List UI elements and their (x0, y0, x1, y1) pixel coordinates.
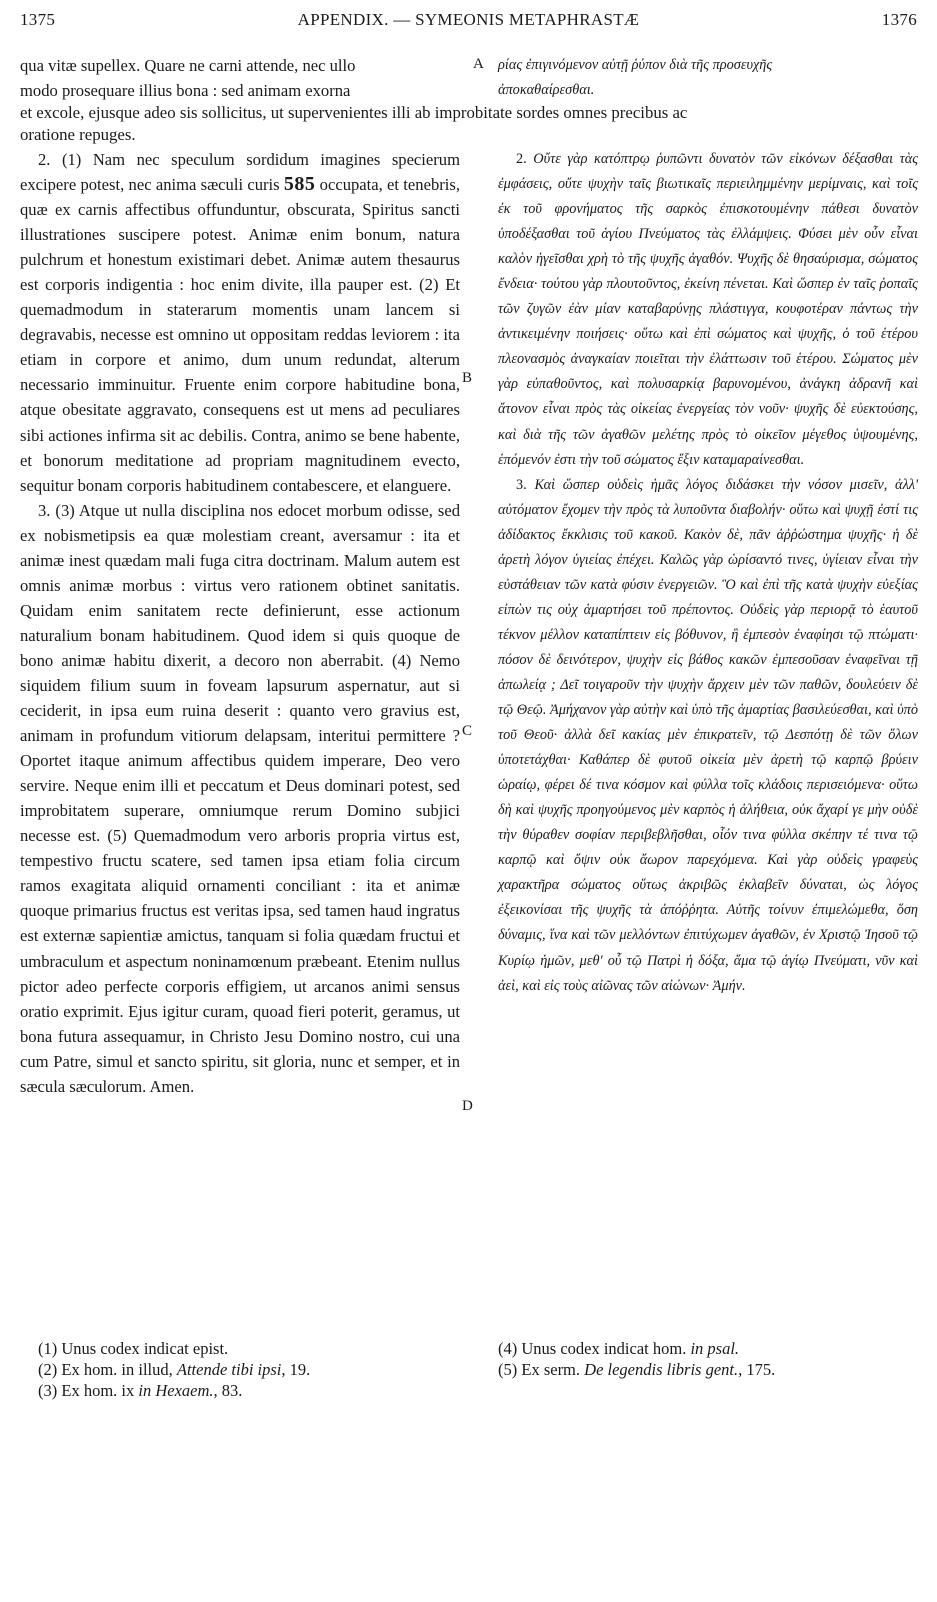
greek-text: Οὔτε γὰρ κατόπτρῳ ῥυπῶντι δυνατὸν τῶν εἰκόνων δέξασθαι τὰς ἐμφάσεις, οὔτε ψυχὴν ταῖς βιωτικαῖς περιειλημμένην μερίμναις, καὶ τοῖς ἐκ τοῦ φρονήματος τῆς σαρκὸς ἐπισκοτουμένην πάθεσι δυνατὸν ὑποδέξασθαι τοῦ ἁγίου Πνεύματος τὰς ἐλλάμψεις. Φύσει μὲν οὖν εἶναι καλὸν ἡγεῖσθαι χρὴ τὸ τῆς ψυχῆς ἀγαθόν. Ψυχῆς δὲ θησαύρισμα, σώματος ἔνδεια· τούτου γὰρ πλουτοῦντος, ἐκείνη πένεται. Καὶ ὥσπερ ἐν ταῖς ῥοπαῖς τῶν ζυγῶν ἐὰν μίαν καταβαρύνῃς πλάστιγγα, κουφοτέραν πάντως τὴν ἀντικειμένην ποιήσεις· οὕτω καὶ ἐπὶ σώματος καὶ ψυχῆς, ὁ τοῦ ἑτέρου πλεονασμὸς ἀναγκαίαν ποιεῖται τὴν ἐλάττωσιν τοῦ ἑτέρου. Σώματος μὲν γὰρ εὐπαθοῦντος, καὶ πολυσαρκίᾳ βαρυνομένου, ἀνάγκη ἀδρανῆ καὶ ἄτονον εἶναι πρὸς τὰς οἰκείας ἐνεργείας τὸν νοῦν· ψυχῆς δὲ εὐεκτούσης, καὶ διὰ τῆς τῶν ἀγαθῶν μελέτης πρὸς τὸ οἰκεῖον μέγεθος ὑψουμένης, ἑπόμενόν ἐστι τὴν τοῦ σώματος ἕξιν καταμαραίνεσθαι. (498, 151, 918, 468)
running-title: APPENDIX. — SYMEONIS METAPHRASTÆ (297, 10, 640, 29)
footnote-title: Attende tibi ipsi (176, 1360, 282, 1379)
footnote-text: (5) Ex serm. (498, 1360, 581, 1379)
footnote-title: De legendis libris gent. (584, 1360, 739, 1379)
footnote-3 (38, 1380, 310, 1401)
paragraph-number: 2. (38, 150, 51, 169)
margin-letter-d: D (462, 1098, 473, 1114)
opening-full-line: et excole, ejusque adeo sis sollicitus, ut supervenientes illi ab improbitate sordes omnes precibus ac (20, 103, 688, 122)
right-page-number: 1376 (881, 10, 917, 29)
footnotes-right (498, 1338, 775, 1380)
paragraph-number: 3. (38, 500, 51, 520)
latin-text: occupata, et tenebris, quæ ex carnis affectibus offunduntur, obscurata, Spiritus sancti illustrationes suscipere potest. Animæ enim bonum, natura pulchrum et honestum existimari debet. Animæ autem thesaurus est corporis indigentia : hoc enim divite, illa pauper est. (2) Et quemadmodum in staterarum momentis unam lancem si degravabis, necesse est omnino ut oppositam reddas leviorem : ita etiam in corpore et animo, dum unum redundat, alterum necessario imminuitur. Fruente enim corpore habitudine bona, atque obesitate aggravato, consequens est ut mens ad peculiares sibi actiones infirma sit ac debilis. Contra, animo se bene habente, et bonorum meditatione ad propriam magnitudinem evecto, sequitur bonam corporis habitudinem contabescere, et elanguere. (20, 175, 460, 495)
opening-greek (498, 53, 918, 103)
margin-letter-c: C (462, 723, 473, 739)
column-number: 585 (283, 173, 316, 196)
footnote-title: in psal. (690, 1339, 740, 1358)
footnote-text: , 19. (281, 1360, 311, 1379)
footnote-1 (38, 1338, 310, 1359)
opening-latin-line: qua vitæ supellex. Quare ne carni attende, nec ullo (20, 56, 356, 75)
latin-paragraph-3 (20, 498, 460, 1099)
latin-paragraph-2 (20, 147, 460, 498)
footnote-text: (2) Ex hom. in illud, (38, 1360, 173, 1379)
footnote-title: in Hexaem. (138, 1381, 214, 1400)
footnote-text: , 175. (738, 1360, 776, 1379)
footnotes-left (38, 1338, 310, 1401)
latin-text: (3) Atque ut nulla disciplina nos edocet morbum odisse, sed ex nobismetipsis ea quæ molestiam creant, aversamur : ita et animæ inest quædam mali fuga citra doctrinam. Malum autem est omnis animæ morbus : virtus vero rationem obtinet sanitatis. Quidam enim sanitatem recte definierunt, esse actionum naturalium bonam habitudinem. Quod idem si quis quoque de bono animæ habitu dixerit, a decoro non aberrabit. (4) Nemo siquidem filium suum in foveam lapsurum aspernatur, aut si ceciderit, in ipsa eum ruina deserit : quanto vero gravius est, animam in profundum vitiorum delapsam, interitui permittere ? Oportet itaque animum affectibus quidem imperare, Deo vero servire. Neque enim illi et peccatum et Deus dominari potest, sed improbitatem superare, omniumque rerum Domino subjici necesse est. (5) Quemadmodum vero arboris propria virtus est, tempestivo fructu scatere, sed tamen ipsa etiam folia circum ramos exagitata aliquid ornamenti conciliant : ita et animæ quoque primarius fructus est veritas ipsa, sed tamen haud ingratus est externæ sapientiæ amictus, tanquam si folia quædam fructui et umbraculum et aspectum noninamœnum præbeant. Etenim nullus pictor adeo perfecte corporis effigiem, ut arcanos animi sensus oratio exprimit. Ejus igitur curam, quoad fieri poterit, geramus, ut bona futura assequamur, in Christo Jesu Domino nostro, cui una cum Patre, simul et sancto spiritu, sit gloria, nunc et semper, et in sæcula sæculorum. Amen. (20, 500, 460, 1096)
greek-paragraph-3 (498, 473, 918, 999)
footnote-text: (3) Ex hom. ix (38, 1381, 135, 1400)
opening-full-line: oratione repuges. (20, 125, 136, 144)
greek-column (498, 147, 918, 999)
paragraph-number: 2. (516, 151, 527, 167)
footnote-text: (1) Unus codex indicat epist. (38, 1339, 229, 1358)
greek-text: Καὶ ὥσπερ οὐδεὶς ἡμᾶς λόγος διδάσκει τὴν νόσον μισεῖν, ἀλλ' αὐτόματον ἔχομεν τὴν πρὸς τὰ λυποῦντα διαβολήν· οὕτω καὶ ψυχῇ ἐστί τις ἀδίδακτος ἔκκλισις τοῦ κακοῦ. Κακὸν δὲ, πᾶν ἀῤῥώστημα ψυχῆς· ἡ δὲ ἀρετὴ λόγον ὑγιείας ἐπέχει. Καλῶς γὰρ ὡρίσαντό τινες, ὑγίειαν εἶναι τὴν εὐστάθειαν τῶν κατὰ φύσιν ἐνεργειῶν. Ὃ καὶ ἐπὶ τῆς κατὰ ψυχὴν εὐεξίας εἰπὼν τις οὐχ ἁμαρτήσει τοῦ πρέποντος. Οὐδεὶς γὰρ περιορᾷ τὸ ἑαυτοῦ τέκνον μέλλον καταπίπτειν εἰς βόθυνον, ἢ ἐμπεσὸν ἐναφίησι τῷ πτώματι· πόσον δὲ δεινότερον, ψυχὴν εἰς βάθος κακῶν ἐμπεσοῦσαν ἐναφεῖναι τῇ ἀπωλείᾳ ; Δεῖ τοιγαροῦν τὴν ψυχὴν ἄρχειν μὲν τῶν παθῶν, δουλεύειν δὲ τῷ Θεῷ. Ἀμήχανον γὰρ αὐτὴν καὶ ὑπὸ τῆς ἁμαρτίας βασιλεύεσθαι, καὶ ὑπὸ τοῦ Θεοῦ· ἀλλὰ δεῖ κακίας μὲν ἐπικρατεῖν, τῷ Δεσπότῃ δὲ τῶν ὅλων ὑποτετάχθαι· Καθάπερ δὲ φυτοῦ οἰκεία μὲν ἀρετὴ τῷ καρπῷ βρύειν ὡραίῳ, φέρει δέ τινα κόσμον καὶ φύλλα τοῖς κλάδοις περισειόμενα· οὕτω δὴ καὶ ψυχῆς προηγούμενος μὲν καρπὸς ἡ ἀλήθεια, οὐκ ἄχαρί γε μὴν οὐδὲ τὴν θύραθεν σοφίαν περιβεβλῆσθαι, οἷόν τινα φύλλα σκέπην τέ τινα τῷ καρπῷ καὶ ὄψιν οὐκ ἄωρον παρεχόμενα. Καὶ γὰρ οὐδεὶς γραφεὺς χαρακτῆρα σώματος οὕτως ἀκριβῶς ἐκλαβεῖν δύναται, ὡς λόγος ἐξεικονίσαι τῆς ψυχῆς τὰ ἀπόῤῥητα. Αὐτῆς τοίνυν ἐπιμελώμεθα, ὅση δύναμις, ἵνα καὶ τῶν μελλόντων ἐπιτύχωμεν ἀγαθῶν, ἐν Χριστῷ Ἰησοῦ τῷ Κυρίῳ ἡμῶν, μεθ' οὗ τῷ Πατρὶ ἡ δόξα, ἅμα τῷ ἁγίῳ Πνεύματι, νῦν καὶ ἀεὶ, καὶ εἰς τοὺς αἰῶνας τῶν αἰώνων· Ἀμήν. (498, 476, 919, 994)
opening-latin (20, 53, 475, 103)
footnote-4 (498, 1338, 775, 1359)
latin-text: (1) Nam nec speculum sordidum imagines specierum excipere potest, nec anima sæculi curis (20, 150, 461, 195)
margin-letter-a: A (473, 56, 484, 72)
footnote-text: , 83. (213, 1381, 243, 1400)
latin-column (20, 147, 460, 1099)
opening-greek-line: ἀποκαθαίρεσθαι. (498, 82, 595, 98)
footnote-5 (498, 1359, 775, 1380)
greek-paragraph-2 (498, 147, 918, 473)
footnote-2 (38, 1359, 310, 1380)
left-page-number: 1375 (20, 10, 56, 29)
opening-latin-line: modo prosequare illius bona : sed animam exorna (20, 81, 351, 100)
margin-letter-b: B (462, 370, 473, 386)
paragraph-number: 3. (516, 476, 527, 493)
opening-greek-line: ρίας ἐπιγινόμενον αὐτῇ ῥύπον διὰ τῆς προσευχῆς (498, 57, 773, 73)
footnote-text: (4) Unus codex indicat hom. (498, 1339, 687, 1358)
